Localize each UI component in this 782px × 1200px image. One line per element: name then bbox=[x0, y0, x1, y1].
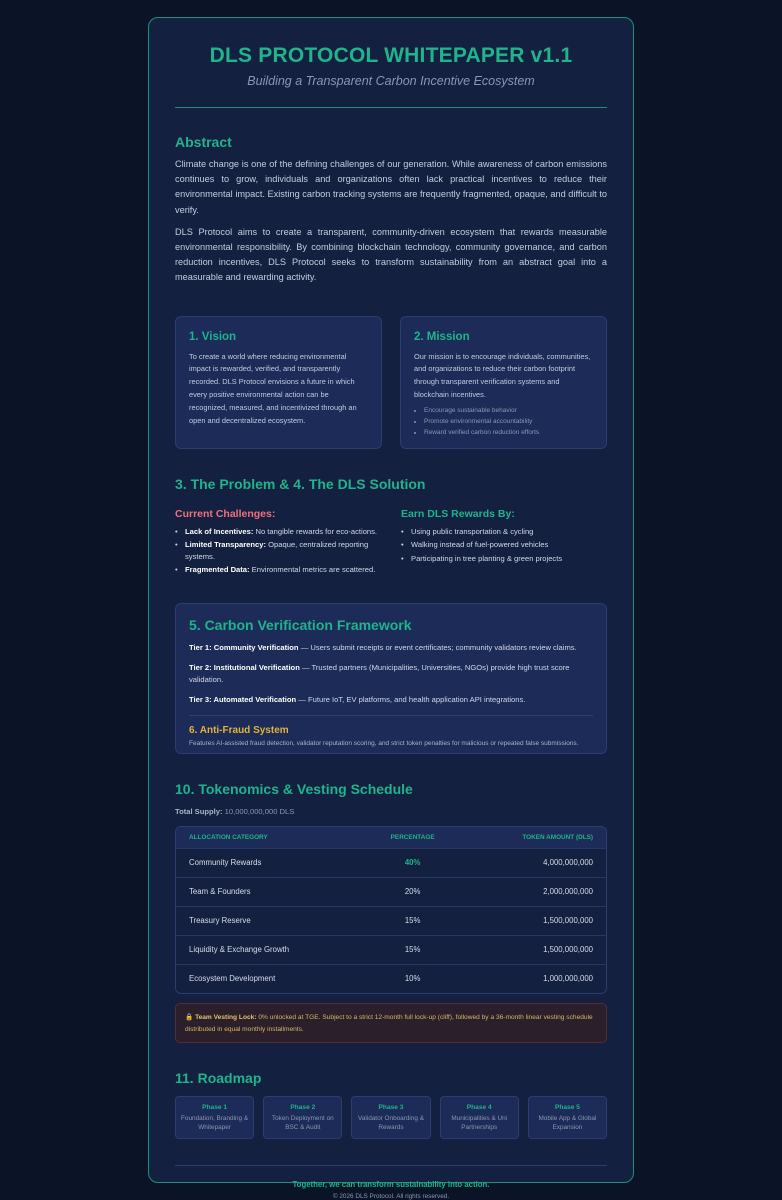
problem-solution-title: 3. The Problem & 4. The DLS Solution bbox=[175, 475, 426, 492]
mission-item: • Promote environmental accountability bbox=[424, 416, 593, 427]
abstract-title: Abstract bbox=[175, 134, 232, 150]
amount-cell: 1,500,000,000 bbox=[464, 906, 606, 935]
vesting-lock-text: 0% unlocked at TGE. Subject to a strict 12-month full lock-up (cliff), followed by a 36-month linear vesting schedule distributed in equal monthly installments. bbox=[185, 1013, 593, 1033]
reward-item: • Using public transportation & cycling bbox=[401, 526, 607, 537]
phase-name: Phase 4 bbox=[466, 1103, 492, 1111]
amount-cell: 1,000,000,000 bbox=[464, 964, 606, 993]
vesting-lock-label: Team Vesting Lock: bbox=[195, 1013, 257, 1021]
reward-item: • Walking instead of fuel-powered vehicles bbox=[401, 539, 607, 550]
verification-framework-card bbox=[175, 603, 607, 754]
antifraud-text: Features AI-assisted fraud detection, validator reputation scoring, and strict token penalties for malicious or repeated false submissions. bbox=[189, 739, 579, 747]
tier-item: Tier 3: Automated Verification — Future IoT, EV platforms, and health application API integrations. bbox=[189, 695, 526, 705]
rewards-column bbox=[401, 508, 607, 578]
mission-card bbox=[400, 316, 607, 449]
category-cell: Treasury Reserve bbox=[176, 906, 361, 935]
phase-description: Mobile App & Global Expansion bbox=[538, 1114, 597, 1131]
lock-icon: 🔒 bbox=[185, 1013, 194, 1021]
category-cell: Community Rewards bbox=[176, 848, 361, 877]
tier-item: Tier 2: Institutional Verification — Trusted partners (Municipalities, Universities, NGOs) provide high trust score validation. bbox=[189, 663, 570, 684]
roadmap-phase bbox=[528, 1096, 607, 1139]
abstract-section bbox=[175, 134, 607, 286]
category-cell: Liquidity & Exchange Growth bbox=[176, 935, 361, 964]
roadmap-phase bbox=[440, 1096, 519, 1139]
roadmap-phase bbox=[175, 1096, 254, 1139]
table-row bbox=[176, 848, 606, 877]
footer-tagline: Together, we can transform sustainability into action. bbox=[292, 1179, 490, 1189]
table-row bbox=[176, 906, 606, 935]
percentage-cell: 15% bbox=[361, 935, 464, 964]
reward-item: • Participating in tree planting & green projects bbox=[401, 553, 607, 564]
vision-mission-row bbox=[175, 316, 607, 449]
rewards-title: Earn DLS Rewards By: bbox=[401, 507, 515, 520]
phase-description: Municipalities & Uni Partnerships bbox=[451, 1114, 508, 1131]
challenge-item: • Lack of Incentives: No tangible rewards for eco-actions. bbox=[175, 526, 381, 537]
phase-description: Validator Onboarding & Rewards bbox=[358, 1114, 424, 1131]
framework-title: 5. Carbon Verification Framework bbox=[189, 616, 412, 633]
mission-text: Our mission is to encourage individuals, communities, and organizations to reduce their carbon footprint through transparent verification systems and blockchain incentives. bbox=[414, 351, 591, 400]
challenges-column bbox=[175, 508, 381, 578]
table-header-row bbox=[176, 827, 606, 848]
phase-name: Phase 3 bbox=[378, 1103, 404, 1111]
vision-card bbox=[175, 316, 382, 449]
column-header: TOKEN AMOUNT (DLS) bbox=[464, 827, 606, 848]
mission-item: • Encourage sustainable behavior bbox=[424, 405, 593, 416]
page-title: DLS PROTOCOL WHITEPAPER v1.1 bbox=[209, 44, 573, 67]
phase-description: Foundation, Branding & Whitepaper bbox=[181, 1114, 249, 1131]
tokenomics-table bbox=[175, 826, 607, 994]
column-header: PERCENTAGE bbox=[361, 827, 464, 848]
phase-name: Phase 2 bbox=[290, 1103, 316, 1111]
header-divider bbox=[175, 107, 607, 108]
abstract-paragraph-1: Climate change is one of the defining challenges of our generation. While awareness of carbon emissions continues to grow, individuals and organizations often lack practical incentives to reduce their environmental impact. Existing carbon tracking systems are frequently fragmented, opaque, and difficult to verify. bbox=[175, 159, 607, 215]
mission-title: 2. Mission bbox=[414, 330, 470, 343]
challenge-item: • Fragmented Data: Environmental metrics are scattered. bbox=[175, 564, 381, 575]
amount-cell: 2,000,000,000 bbox=[464, 877, 606, 906]
percentage-cell: 40% bbox=[361, 848, 464, 877]
category-cell: Team & Founders bbox=[176, 877, 361, 906]
vision-title: 1. Vision bbox=[189, 330, 237, 343]
roadmap-section bbox=[175, 1070, 607, 1139]
phase-name: Phase 1 bbox=[202, 1103, 228, 1111]
mission-list bbox=[414, 405, 593, 438]
percentage-cell: 20% bbox=[361, 877, 464, 906]
footer bbox=[175, 1165, 607, 1200]
roadmap-phase bbox=[351, 1096, 430, 1139]
roadmap-phase bbox=[263, 1096, 342, 1139]
whitepaper-card bbox=[148, 17, 634, 1200]
total-supply: Total Supply: 10,000,000,000 DLS bbox=[175, 806, 295, 816]
antifraud-title: 6. Anti-Fraud System bbox=[189, 724, 289, 736]
amount-cell: 1,500,000,000 bbox=[464, 935, 606, 964]
vesting-lock-notice bbox=[175, 1003, 607, 1043]
footer-copyright: © 2026 DLS Protocol. All rights reserved. bbox=[332, 1192, 450, 1200]
challenges-title: Current Challenges: bbox=[175, 507, 276, 520]
tier-item: Tier 1: Community Verification — Users submit receipts or event certificates; community validators review claims. bbox=[189, 642, 577, 652]
vision-text: To create a world where reducing environmental impact is rewarded, verified, and transparently recorded. DLS Protocol envisions a future in which every positive environmental action can be recognized, measured, and incentivized through an open and decentralized ecosystem. bbox=[189, 351, 357, 425]
phase-name: Phase 5 bbox=[554, 1103, 580, 1111]
framework-divider bbox=[189, 715, 593, 716]
table-row bbox=[176, 877, 606, 906]
amount-cell: 4,000,000,000 bbox=[464, 848, 606, 877]
header bbox=[175, 18, 607, 108]
page-subtitle: Building a Transparent Carbon Incentive Ecosystem bbox=[247, 74, 535, 88]
percentage-cell: 10% bbox=[361, 964, 464, 993]
phase-description: Token Deployment on BSC & Audit bbox=[271, 1114, 334, 1131]
tokenomics-title: 10. Tokenomics & Vesting Schedule bbox=[175, 780, 413, 797]
table-row bbox=[176, 935, 606, 964]
challenge-item: • Limited Transparency: Opaque, centralized reporting systems. bbox=[175, 539, 381, 561]
percentage-cell: 15% bbox=[361, 906, 464, 935]
tokenomics-section bbox=[175, 781, 607, 1043]
problem-solution-section bbox=[175, 476, 607, 578]
column-header: ALLOCATION CATEGORY bbox=[176, 827, 361, 848]
roadmap-phases bbox=[175, 1096, 607, 1139]
abstract-paragraph-2: DLS Protocol aims to create a transparent, community-driven ecosystem that rewards measurable environmental responsibility. By combining blockchain technology, community governance, and carbon reduction incentives, DLS Protocol seeks to transform sustainability from an abstract goal into a measurable and rewarding activity. bbox=[175, 226, 607, 283]
mission-item: • Reward verified carbon reduction efforts bbox=[424, 427, 593, 438]
roadmap-title: 11. Roadmap bbox=[175, 1069, 262, 1086]
category-cell: Ecosystem Development bbox=[176, 964, 361, 993]
table-row bbox=[176, 964, 606, 993]
